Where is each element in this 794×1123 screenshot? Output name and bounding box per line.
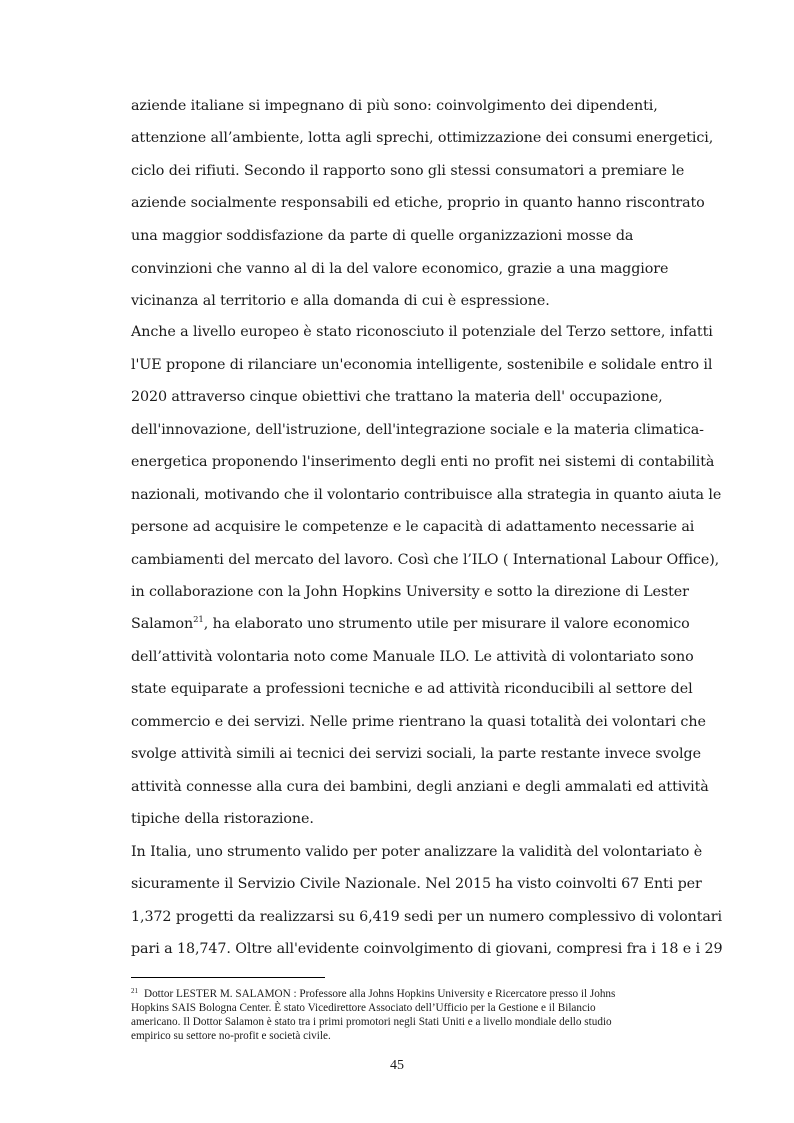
page-number: 45 [390,1058,404,1073]
salamon-name: Salamon [131,616,194,632]
body-text-line: attività connesse alla cura dei bambini, degli anziani e degli ammalati ed attività [131,779,709,795]
body-text-line [131,614,714,634]
body-text-line: 1,372 progetti da realizzarsi su 6,419 sedi per un numero complessivo di volontari [131,909,722,925]
body-text-line: 2020 attraverso cinque obiettivi che trattano la materia dell' occupazione, [131,389,663,405]
footnote-separator [131,977,325,978]
body-text-line: dell’attività volontaria noto come Manuale ILO. Le attività di volontariato sono [131,649,694,665]
body-text-line: dell'innovazione, dell'istruzione, dell'integrazione sociale e la materia climatica- [131,422,704,438]
body-text-line: persone ad acquisire le competenze e le capacità di adattamento necessarie ai [131,519,695,535]
body-text-line: convinzioni che vanno al di la del valore economico, grazie a una maggiore [131,261,669,277]
footnote-line: Hopkins SAIS Bologna Center. È stato Vicedirettore Associato dell’Ufficio per la Gestione e il Bilancio [131,1002,596,1014]
body-text-line: aziende socialmente responsabili ed etiche, proprio in quanto hanno riscontrato [131,195,705,211]
footnote-text: Dottor LESTER M. SALAMON : Professore alla Johns Hopkins University e Ricercatore presso il Johns [144,988,616,1000]
body-text-line: tipiche della ristorazione. [131,811,314,827]
footnote-reference[interactable]: 21 [193,615,204,625]
body-text-line: state equiparate a professioni tecniche e ad attività riconducibili al settore del [131,681,693,697]
body-text-line: l'UE propone di rilanciare un'economia intelligente, sostenibile e solidale entro il [131,357,713,373]
body-text-line: In Italia, uno strumento valido per poter analizzare la validità del volontariato è [131,844,703,860]
footnote-line [131,988,721,1001]
body-text-line: energetica proponendo l'inserimento degli enti no profit nei sistemi di contabilità [131,454,715,470]
body-text-line: Anche a livello europeo è stato riconosciuto il potenziale del Terzo settore, infatti [131,324,713,340]
body-text-line: cambiamenti del mercato del lavoro. Così che l’ILO ( International Labour Office), [131,552,720,568]
body-text-line: in collaborazione con la John Hopkins University e sotto la direzione di Lester [131,584,689,600]
footnote-line: americano. Il Dottor Salamon è stato tra i primi promotori negli Stati Uniti e a livello mondiale dello studio [131,1016,612,1028]
body-text-line: aziende italiane si impegnano di più sono: coinvolgimento dei dipendenti, [131,98,658,114]
body-text-line: commercio e dei servizi. Nelle prime rientrano la quasi totalità dei volontari che [131,714,706,730]
body-text-line: nazionali, motivando che il volontario contribuisce alla strategia in quanto aiuta le [131,487,722,503]
salamon-line-rest: , ha elaborato uno strumento utile per misurare il valore economico [203,616,690,632]
body-text-line: svolge attività simili ai tecnici dei servizi sociali, la parte restante invece svolge [131,746,701,762]
footnote-number: 21 [131,987,138,995]
body-text-line: sicuramente il Servizio Civile Nazionale. Nel 2015 ha visto coinvolti 67 Enti per [131,876,702,892]
body-text-line: ciclo dei rifiuti. Secondo il rapporto sono gli stessi consumatori a premiare le [131,163,685,179]
body-text-line: vicinanza al territorio e alla domanda di cui è espressione. [131,293,550,309]
body-text-line: pari a 18,747. Oltre all'evidente coinvolgimento di giovani, compresi fra i 18 e i 29 [131,941,723,957]
body-text-line: una maggior soddisfazione da parte di quelle organizzazioni mosse da [131,228,634,244]
footnote-line: empirico su settore no-profit e società civile. [131,1030,331,1042]
body-text-line: attenzione all’ambiente, lotta agli sprechi, ottimizzazione dei consumi energetici, [131,130,714,146]
